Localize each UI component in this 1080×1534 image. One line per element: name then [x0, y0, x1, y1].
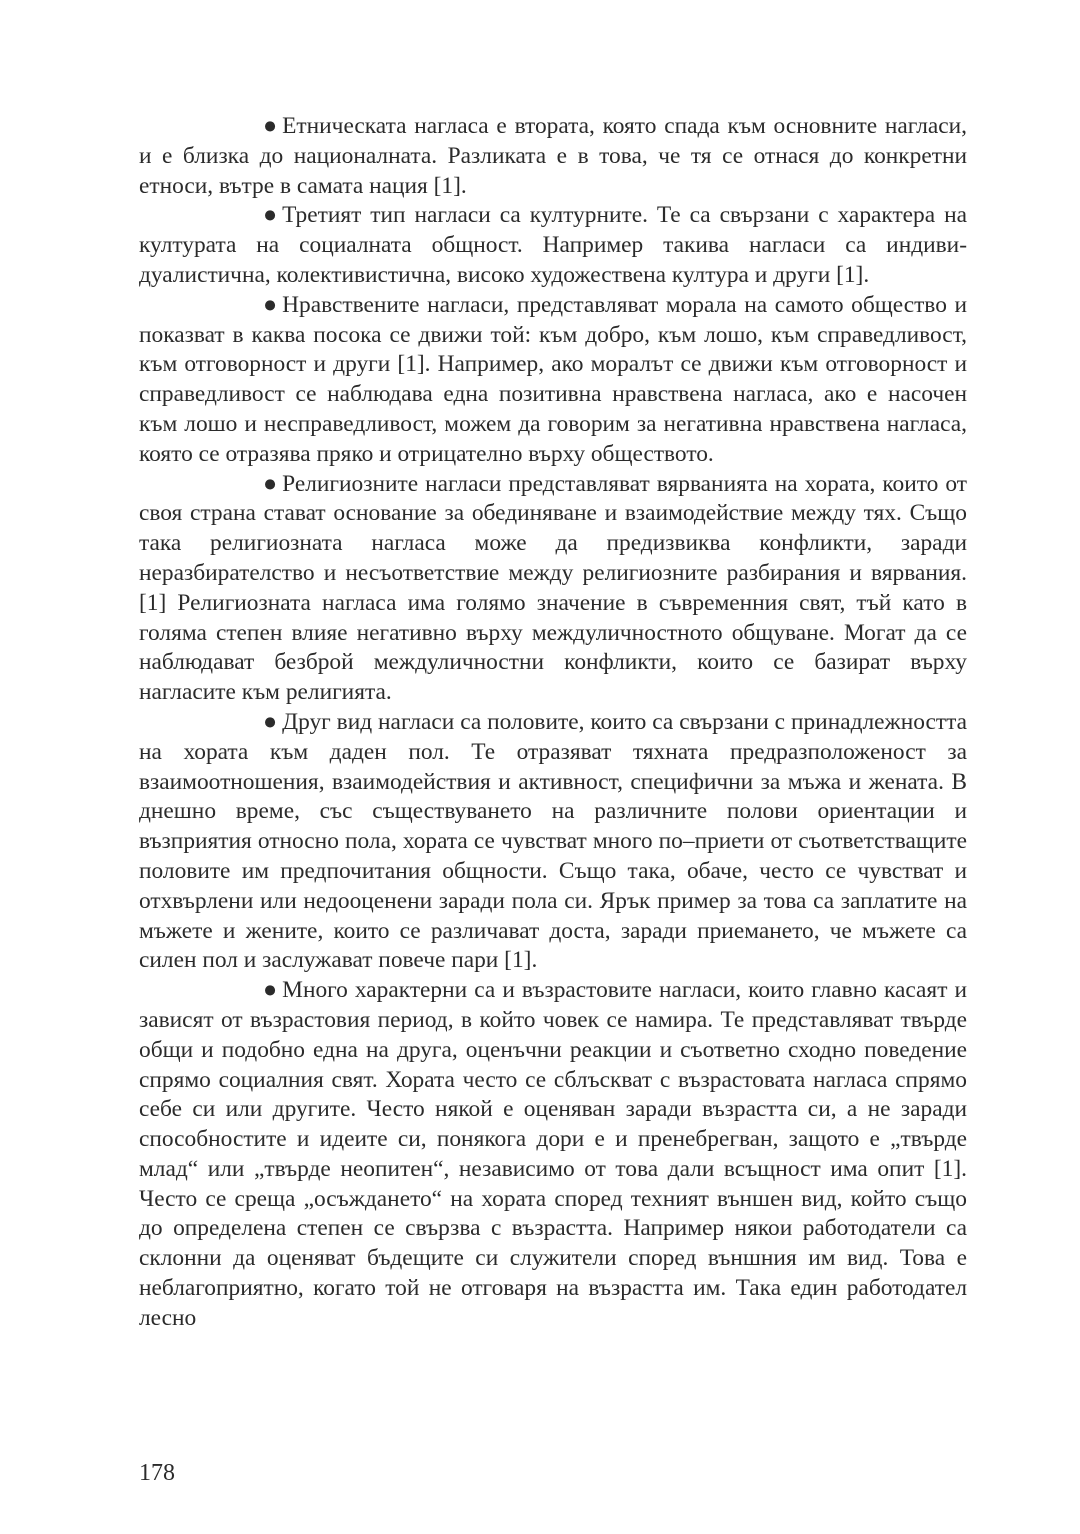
body-text: [139, 112, 967, 1334]
paragraph-ethnic-attitudes: [139, 112, 967, 201]
paragraph-moral-attitudes: [139, 291, 967, 470]
paragraph-text: Религиозните нагласи представляват вярванията на хората, които от своя страна стават основание за обединяване и взаимодействие между тях. Също така религиозната нагласа може да предизвиква конфликти, заради неразбирателство и несъответствие между религиозните разбирания и вярвания. [1] Религиозната нагласа има голямо значение в съвременния свят, тъй като в голяма степен влияе негативно върху междуличностното общуване. Могат да се наблюдават безброй междуличностни конфликти, които се базират върху нагласите към религията.: [139, 470, 967, 706]
bullet-icon: ●: [263, 977, 278, 1004]
paragraph-text: Много характерни са и възрастовите нагласи, които главно касаят и зависят от възрастовия период, в който човек се намира. Те представляват твърде общи и подобно една на друга, оценъчни реакции и съответно сходно поведение спрямо социалния свят. Хората често се сблъскват с възрастовата нагласа спрямо себе си или другите. Често някой е оценяван заради възрастта си, а не заради способностите и идеите си, понякога дори е и пренебрегван, защото е „твърде млад“ или „твърде неопитен“, независимо от това дали всъщност има опит [1]. Често се среща „осъждането“ на хората според техният външен вид, който също до определена степен се свързва с възрастта. Например някои работодатели са склонни да оценяват бъдещите си служители според външния им вид. Това е неблагоприятно, когато той не отговаря на възрастта им. Така един работодател лесно: [139, 977, 967, 1331]
bullet-icon: ●: [263, 113, 278, 139]
paragraph-cultural-attitudes: [139, 201, 967, 290]
page-number: 178: [139, 1460, 175, 1486]
paragraph-text: Етническата нагласа е втората, която спада към основните нагласи, и е близка до националната. Разликата е в това, че тя се отнася до конкретни етноси, вътре в самата нация [1].: [139, 113, 967, 199]
paragraph-text: Нравствените нагласи, представляват морала на самото общество и показват в каква посока се движи той: към добро, към лошо, към справедливост, към отговорност и други [1]. Например, ако моралът се движи към отговорност и справедливост се наблюдава една позитивна нравствена нагласа, ако е насочен към лошо и несправедливост, можем да говорим за негативна нравствена нагласа, която се отразява пряко и отрицателно върху обществото.: [139, 291, 967, 467]
paragraph-religious-attitudes: [139, 470, 967, 708]
bullet-icon: ●: [263, 291, 278, 318]
bullet-icon: ●: [263, 202, 278, 229]
paragraph-age-attitudes: [139, 976, 967, 1334]
paragraph-text: Друг вид нагласи са половите, които са свързани с принадлежността на хората към даден пол. Те отразяват тяхната предразположеност за взаимоотношения, взаимодействия и активност, специфични за мъжа и жената. В днешно време, със съществуването на различните полови ориентации и възприятия относно пола, хората се чувстват много по–приети от съответстващите половите им предпочитания общности. Също така, обаче, често се чувстват и отхвърлени или недооценени заради пола си. Ярък пример за това са заплатите на мъжете и жените, които се различават доста, заради приемането, че мъжете са силен пол и заслужават повече пари [1].: [139, 708, 967, 974]
paragraph-gender-attitudes: [139, 708, 967, 976]
bullet-icon: ●: [263, 470, 278, 497]
paragraph-text: Третият тип нагласи са културните. Те са свързани с характера на културата на социалната общност. Например такива нагласи са индивидуалистична, колективистична, високо художествена култура и други [1].: [139, 202, 967, 288]
bullet-icon: ●: [263, 708, 278, 735]
